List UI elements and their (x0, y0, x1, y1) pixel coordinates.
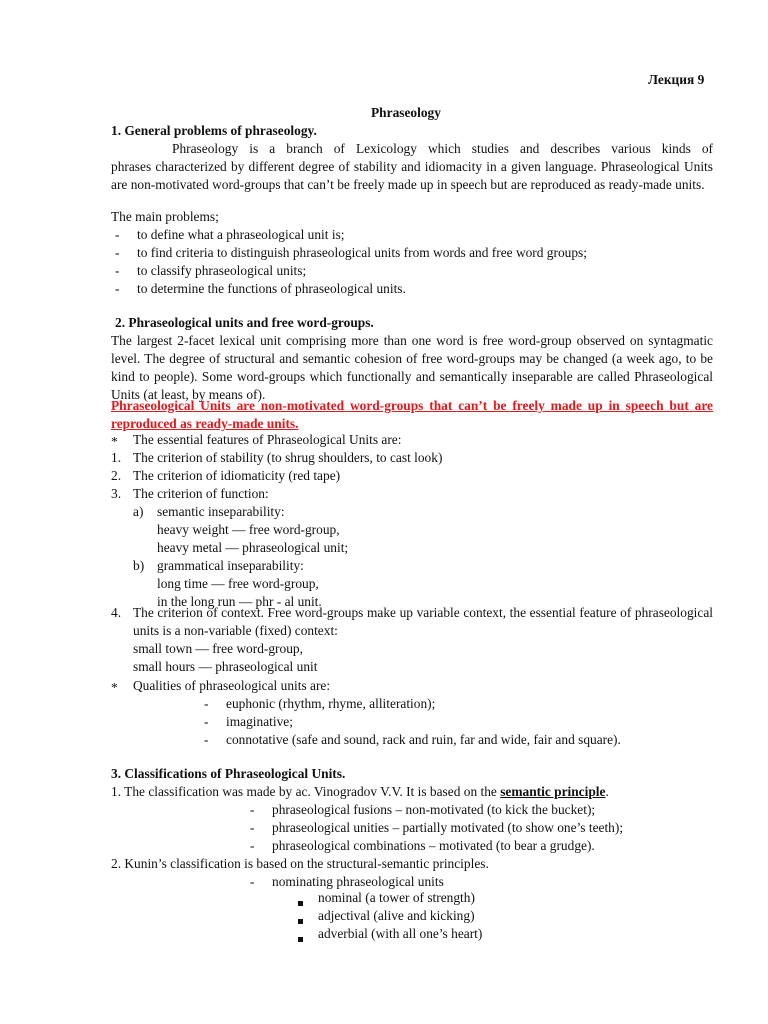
example-line: long time — free word-group, (157, 576, 319, 591)
vinogradov-item: phraseological combinations – motivated (to bear a grudge). (272, 838, 595, 853)
criterion-item: The criterion of stability (to shrug shoulders, to cast look) (133, 450, 443, 465)
star-bullet: * (111, 434, 118, 449)
list-bullet: - (204, 732, 209, 747)
list-item: to find criteria to distinguish phraseological units from words and free word groups; (137, 245, 587, 260)
list-bullet: - (115, 227, 120, 242)
vinogradov-item: phraseological fusions – non-motivated (to kick the bucket); (272, 802, 596, 817)
kunin-subitem: adjectival (alive and kicking) (318, 908, 475, 923)
problems-intro: The main problems; (111, 209, 219, 224)
features-intro: The essential features of Phraseological Units are: (133, 432, 402, 447)
list-item: to define what a phraseological unit is; (137, 227, 345, 242)
example-line: in the long run — phr - al unit. (157, 594, 322, 609)
vinogradov-period: . (605, 784, 609, 799)
section-1-paragraph: phrases characterized by different degree of stability and idiomacity in a given language. Phraseological Units are non-motivated word-groups that can’t be freely made up in speech but are reproduced as ready-made units. (111, 159, 713, 192)
highlighted-definition: Phraseological Units are non-motivated word-groups that can’t be freely made up in speech but are reproduced as ready-made units. (111, 398, 713, 431)
list-number: 3. (111, 486, 122, 501)
list-item: to determine the functions of phraseological units. (137, 281, 406, 296)
list-bullet: - (115, 263, 120, 278)
sublist-item: grammatical inseparability: (157, 558, 304, 573)
section-1-heading: 1. General problems of phraseology. (111, 123, 317, 138)
section-1-para-first-line: Phraseology is a branch of Lexicology which studies and describes various kinds of (172, 141, 713, 156)
kunin-subitem: adverbial (with all one’s heart) (318, 926, 483, 941)
vinogradov-item: phraseological unities – partially motivated (to show one’s teeth); (272, 820, 624, 835)
list-bullet: - (250, 874, 255, 889)
document-title: Phraseology (371, 105, 441, 120)
sublist-letter: b) (133, 558, 145, 573)
square-bullet-icon (298, 911, 303, 929)
square-bullet-icon (298, 893, 303, 911)
section-3-heading: 3. Classifications of Phraseological Units. (111, 766, 346, 781)
example-line: small town — free word-group, (133, 641, 303, 656)
list-bullet: - (204, 714, 209, 729)
section-2-heading: 2. Phraseological units and free word-groups. (115, 315, 374, 330)
sublist-letter: a) (133, 504, 144, 519)
quality-item: euphonic (rhythm, rhyme, alliteration); (226, 696, 436, 711)
lecture-number: Лекция 9 (648, 72, 705, 87)
sublist-item: semantic inseparability: (157, 504, 285, 519)
star-bullet: * (111, 680, 118, 695)
list-bullet: - (250, 820, 255, 835)
list-number: 1. (111, 450, 122, 465)
list-bullet: - (250, 802, 255, 817)
list-bullet: - (115, 245, 120, 260)
list-bullet: - (115, 281, 120, 296)
list-item: to classify phraseological units; (137, 263, 307, 278)
qualities-intro: Qualities of phraseological units are: (133, 678, 331, 693)
list-number: 2. (111, 468, 122, 483)
criterion-item: The criterion of context. Free word-groups make up variable context, the essential feature of phraseological units is a non-variable (fixed) context: (133, 605, 713, 638)
criterion-item: The criterion of idiomaticity (red tape) (133, 468, 341, 483)
kunin-subitem: nominal (a tower of strength) (318, 890, 475, 905)
example-line: heavy weight — free word-group, (157, 522, 340, 537)
semantic-principle-emphasis: semantic principle (500, 784, 606, 799)
list-number: 4. (111, 605, 122, 620)
quality-item: connotative (safe and sound, rack and ruin, far and wide, fair and square). (226, 732, 621, 747)
list-bullet: - (250, 838, 255, 853)
vinogradov-intro (111, 783, 609, 801)
example-line: heavy metal — phraseological unit; (157, 540, 349, 555)
kunin-intro: 2. Kunin’s classification is based on the structural-semantic principles. (111, 856, 489, 871)
vinogradov-text: 1. The classification was made by ac. Vinogradov V.V. It is based on the (111, 784, 501, 799)
list-bullet: - (204, 696, 209, 711)
example-line: small hours — phraseological unit (133, 659, 318, 674)
square-bullet-icon (298, 929, 303, 947)
criterion-item: The criterion of function: (133, 486, 269, 501)
section-2-paragraph: The largest 2-facet lexical unit comprising more than one word is free word-group observed on syntagmatic level. The degree of structural and semantic cohesion of free word-groups may be changed (a week ago, to be kind to people). Some word-groups which functionally and semantically inseparable are called Phraseological Units (at least, by means of). (111, 333, 713, 402)
quality-item: imaginative; (226, 714, 293, 729)
kunin-item: nominating phraseological units (272, 874, 444, 889)
